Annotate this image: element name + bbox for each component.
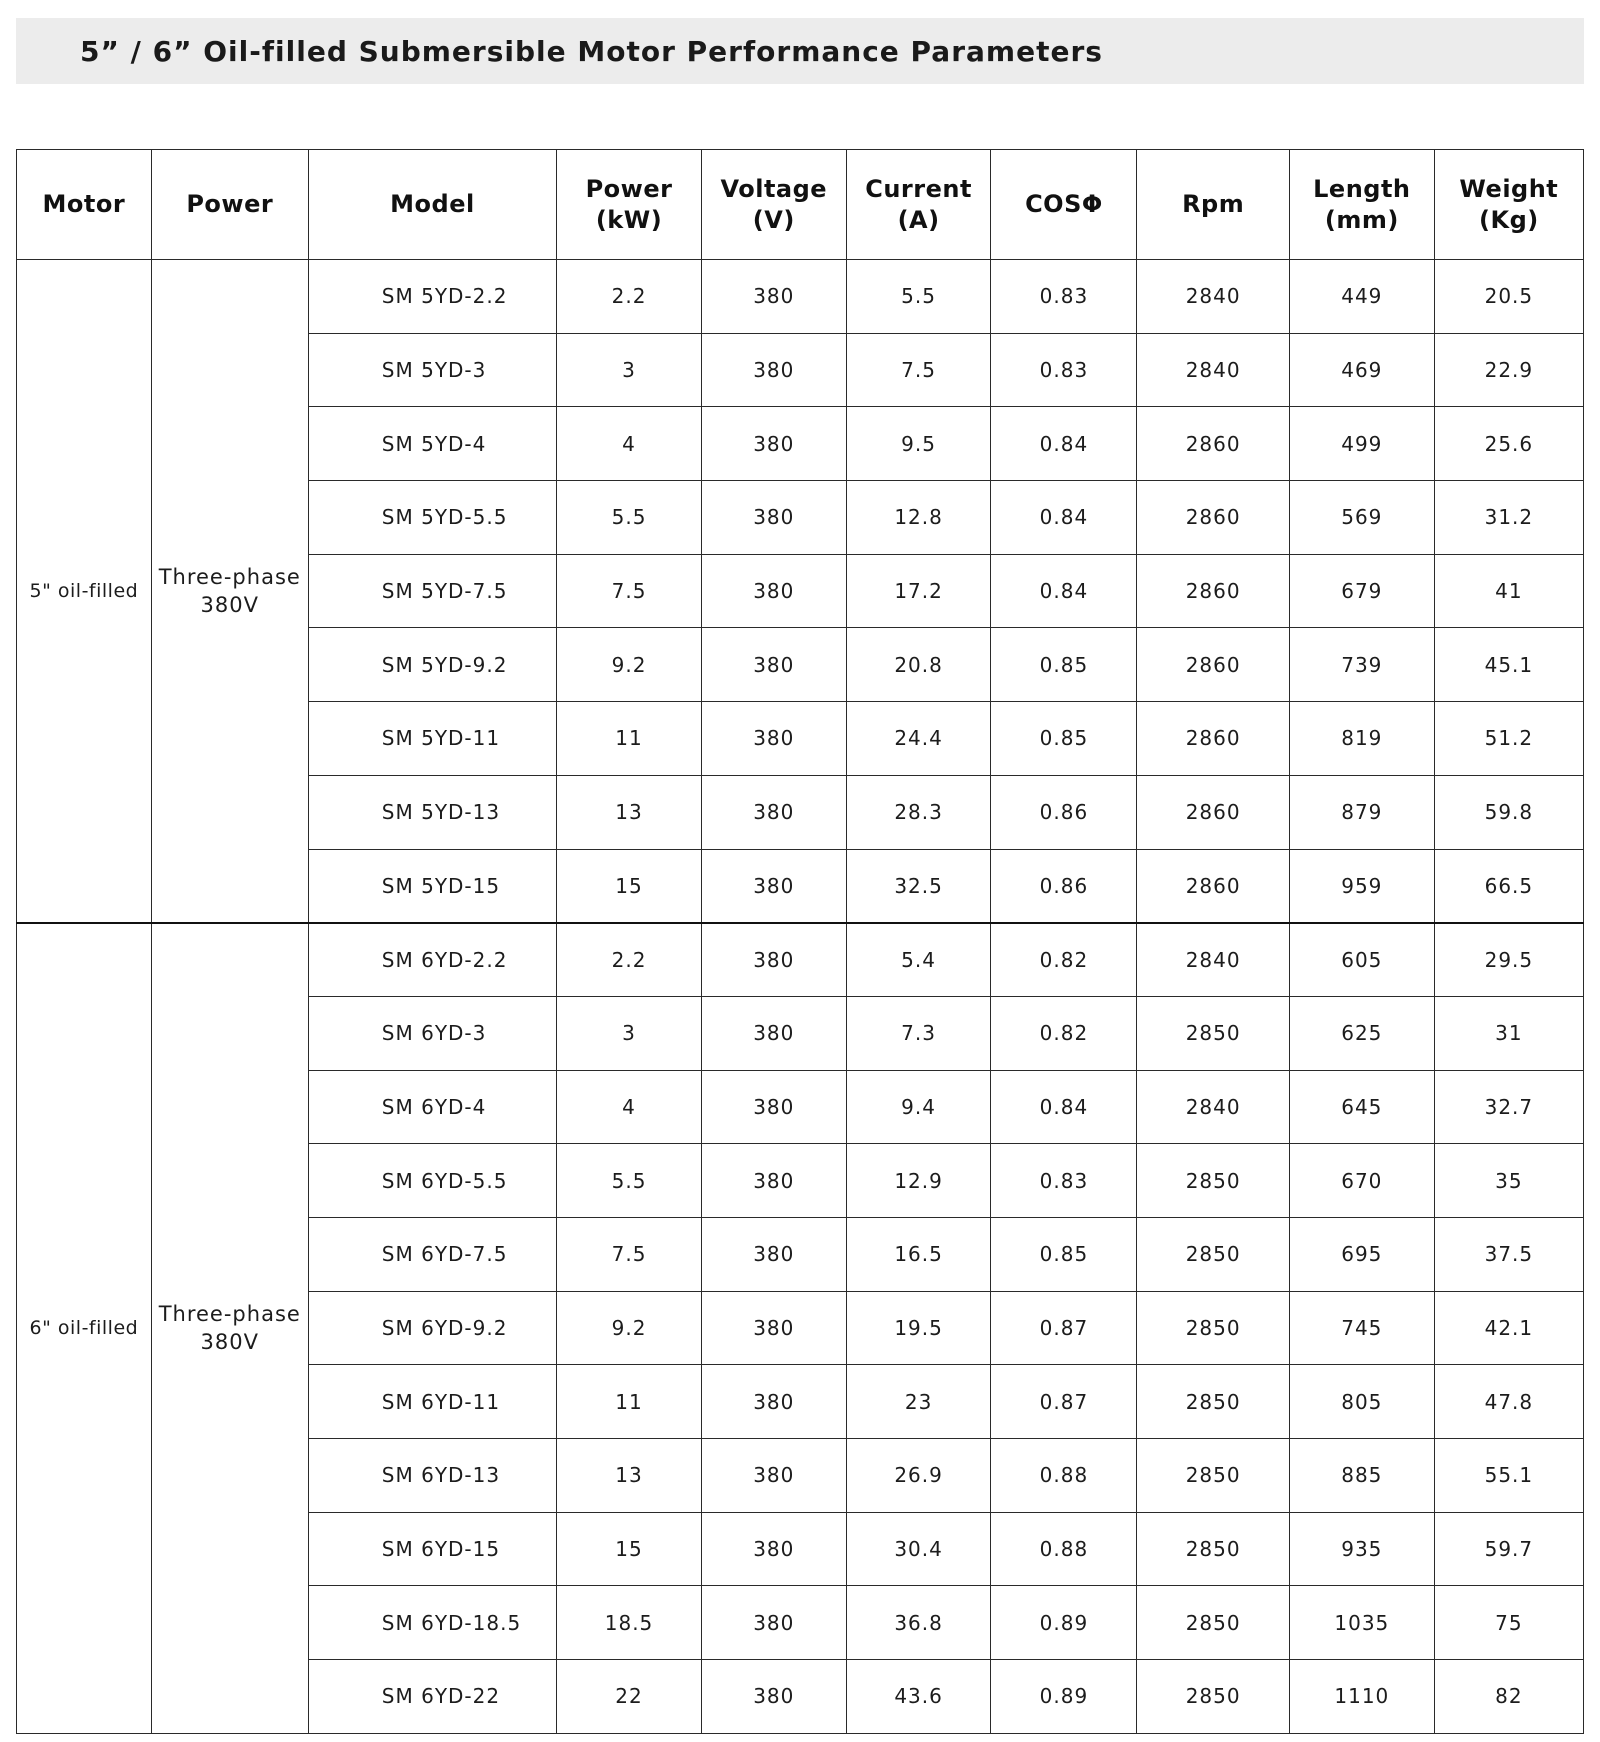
model-cell: SM 6YD-11 — [308, 1365, 556, 1439]
power-kw-cell: 15 — [557, 849, 702, 923]
column-header-length — [1289, 150, 1434, 260]
voltage-cell: 380 — [701, 1365, 846, 1439]
weight-cell: 66.5 — [1434, 849, 1583, 923]
weight-cell: 37.5 — [1434, 1217, 1583, 1291]
current-cell: 32.5 — [846, 849, 991, 923]
power-kw-cell: 18.5 — [557, 1586, 702, 1660]
cos-phi-cell: 0.85 — [991, 628, 1137, 702]
current-cell: 30.4 — [846, 1512, 991, 1586]
cos-phi-cell: 0.86 — [991, 775, 1137, 849]
power-kw-cell: 5.5 — [557, 1144, 702, 1218]
voltage-cell: 380 — [701, 1291, 846, 1365]
voltage-cell: 380 — [701, 702, 846, 776]
performance-table — [16, 149, 1584, 1734]
length-cell: 670 — [1289, 1144, 1434, 1218]
length-cell: 805 — [1289, 1365, 1434, 1439]
cos-phi-cell: 0.84 — [991, 407, 1137, 481]
power-kw-cell: 9.2 — [557, 1291, 702, 1365]
column-header-cos-phi — [991, 150, 1137, 260]
current-cell: 12.8 — [846, 481, 991, 555]
weight-cell: 51.2 — [1434, 702, 1583, 776]
rpm-cell: 2860 — [1137, 407, 1290, 481]
motor-group-cell: 6" oil-filled — [17, 923, 152, 1734]
weight-cell: 47.8 — [1434, 1365, 1583, 1439]
cos-phi-cell: 0.88 — [991, 1512, 1137, 1586]
weight-cell: 32.7 — [1434, 1070, 1583, 1144]
voltage-cell: 380 — [701, 554, 846, 628]
cos-phi-cell: 0.84 — [991, 1070, 1137, 1144]
voltage-cell: 380 — [701, 1512, 846, 1586]
current-cell: 9.4 — [846, 1070, 991, 1144]
power-kw-cell: 11 — [557, 702, 702, 776]
power-kw-cell: 4 — [557, 407, 702, 481]
voltage-cell: 380 — [701, 849, 846, 923]
current-cell: 36.8 — [846, 1586, 991, 1660]
column-header-unit: (A) — [897, 205, 940, 234]
current-cell: 12.9 — [846, 1144, 991, 1218]
length-cell: 605 — [1289, 923, 1434, 997]
current-cell: 7.3 — [846, 996, 991, 1070]
rpm-cell: 2860 — [1137, 554, 1290, 628]
page-title: 5” / 6” Oil-filled Submersible Motor Performance Parameters — [80, 34, 1103, 68]
length-cell: 1110 — [1289, 1660, 1434, 1734]
cos-phi-cell: 0.83 — [991, 333, 1137, 407]
weight-cell: 75 — [1434, 1586, 1583, 1660]
rpm-cell: 2850 — [1137, 1365, 1290, 1439]
current-cell: 43.6 — [846, 1660, 991, 1734]
rpm-cell: 2850 — [1137, 1586, 1290, 1660]
cos-phi-cell: 0.85 — [991, 702, 1137, 776]
column-header-weight — [1434, 150, 1583, 260]
voltage-cell: 380 — [701, 775, 846, 849]
voltage-cell: 380 — [701, 1070, 846, 1144]
power-kw-cell: 22 — [557, 1660, 702, 1734]
length-cell: 569 — [1289, 481, 1434, 555]
column-header-unit: (kW) — [595, 205, 663, 234]
length-cell: 745 — [1289, 1291, 1434, 1365]
voltage-cell: 380 — [701, 1144, 846, 1218]
power-kw-cell: 2.2 — [557, 260, 702, 334]
weight-cell: 55.1 — [1434, 1439, 1583, 1513]
model-cell: SM 5YD-3 — [308, 333, 556, 407]
power-kw-cell: 5.5 — [557, 481, 702, 555]
current-cell: 5.5 — [846, 260, 991, 334]
column-header-motor — [17, 150, 152, 260]
column-header-label: Length — [1313, 174, 1411, 203]
cos-phi-cell: 0.89 — [991, 1586, 1137, 1660]
rpm-cell: 2850 — [1137, 1144, 1290, 1218]
length-cell: 499 — [1289, 407, 1434, 481]
power-kw-cell: 15 — [557, 1512, 702, 1586]
column-header-label: Current — [865, 174, 972, 203]
cos-phi-cell: 0.84 — [991, 554, 1137, 628]
power-kw-cell: 7.5 — [557, 1217, 702, 1291]
power-kw-cell: 3 — [557, 996, 702, 1070]
weight-cell: 41 — [1434, 554, 1583, 628]
power-phase-label: Three-phase — [158, 564, 301, 589]
motor-group-cell: 5" oil-filled — [17, 260, 152, 923]
model-cell: SM 5YD-13 — [308, 775, 556, 849]
model-cell: SM 6YD-7.5 — [308, 1217, 556, 1291]
column-header-label: COSΦ — [1025, 190, 1103, 218]
power-kw-cell: 11 — [557, 1365, 702, 1439]
model-cell: SM 6YD-5.5 — [308, 1144, 556, 1218]
table-row — [17, 923, 1584, 997]
model-cell: SM 5YD-2.2 — [308, 260, 556, 334]
weight-cell: 59.7 — [1434, 1512, 1583, 1586]
voltage-cell: 380 — [701, 1217, 846, 1291]
weight-cell: 35 — [1434, 1144, 1583, 1218]
rpm-cell: 2840 — [1137, 923, 1290, 997]
rpm-cell: 2850 — [1137, 1660, 1290, 1734]
voltage-cell: 380 — [701, 260, 846, 334]
current-cell: 23 — [846, 1365, 991, 1439]
power-kw-cell: 13 — [557, 775, 702, 849]
length-cell: 885 — [1289, 1439, 1434, 1513]
column-header-label: Power — [585, 174, 673, 203]
current-cell: 5.4 — [846, 923, 991, 997]
current-cell: 20.8 — [846, 628, 991, 702]
current-cell: 7.5 — [846, 333, 991, 407]
power-kw-cell: 2.2 — [557, 923, 702, 997]
model-cell: SM 5YD-9.2 — [308, 628, 556, 702]
power-kw-cell: 4 — [557, 1070, 702, 1144]
column-header-power-kw — [557, 150, 702, 260]
rpm-cell: 2850 — [1137, 996, 1290, 1070]
cos-phi-cell: 0.82 — [991, 923, 1137, 997]
rpm-cell: 2850 — [1137, 1291, 1290, 1365]
cos-phi-cell: 0.83 — [991, 1144, 1137, 1218]
voltage-cell: 380 — [701, 923, 846, 997]
column-header-label: Weight — [1459, 174, 1559, 203]
model-cell: SM 6YD-9.2 — [308, 1291, 556, 1365]
column-header-label: Model — [390, 190, 475, 218]
rpm-cell: 2860 — [1137, 628, 1290, 702]
column-header-unit: (Kg) — [1479, 205, 1539, 234]
cos-phi-cell: 0.89 — [991, 1660, 1137, 1734]
length-cell: 679 — [1289, 554, 1434, 628]
model-cell: SM 6YD-15 — [308, 1512, 556, 1586]
model-cell: SM 6YD-22 — [308, 1660, 556, 1734]
weight-cell: 45.1 — [1434, 628, 1583, 702]
column-header-label: Rpm — [1182, 190, 1245, 218]
voltage-cell: 380 — [701, 628, 846, 702]
length-cell: 625 — [1289, 996, 1434, 1070]
header-row — [17, 150, 1584, 260]
power-phase-label: Three-phase — [158, 1302, 301, 1327]
power-kw-cell: 7.5 — [557, 554, 702, 628]
table-header — [17, 150, 1584, 260]
voltage-cell: 380 — [701, 996, 846, 1070]
power-kw-cell: 9.2 — [557, 628, 702, 702]
model-cell: SM 5YD-7.5 — [308, 554, 556, 628]
rpm-cell: 2850 — [1137, 1439, 1290, 1513]
length-cell: 819 — [1289, 702, 1434, 776]
power-kw-cell: 13 — [557, 1439, 702, 1513]
length-cell: 449 — [1289, 260, 1434, 334]
power-voltage-label: 380V — [200, 1330, 259, 1355]
cos-phi-cell: 0.87 — [991, 1291, 1137, 1365]
rpm-cell: 2850 — [1137, 1512, 1290, 1586]
rpm-cell: 2860 — [1137, 775, 1290, 849]
power-voltage-label: 380V — [200, 592, 259, 617]
length-cell: 935 — [1289, 1512, 1434, 1586]
column-header-label: Voltage — [720, 174, 828, 203]
model-cell: SM 6YD-3 — [308, 996, 556, 1070]
model-cell: SM 5YD-5.5 — [308, 481, 556, 555]
weight-cell: 31 — [1434, 996, 1583, 1070]
rpm-cell: 2840 — [1137, 1070, 1290, 1144]
weight-cell: 42.1 — [1434, 1291, 1583, 1365]
weight-cell: 82 — [1434, 1660, 1583, 1734]
current-cell: 19.5 — [846, 1291, 991, 1365]
cos-phi-cell: 0.82 — [991, 996, 1137, 1070]
cos-phi-cell: 0.88 — [991, 1439, 1137, 1513]
title-bar — [16, 18, 1584, 84]
cos-phi-cell: 0.84 — [991, 481, 1137, 555]
current-cell: 16.5 — [846, 1217, 991, 1291]
model-cell: SM 5YD-15 — [308, 849, 556, 923]
weight-cell: 25.6 — [1434, 407, 1583, 481]
model-cell: SM 6YD-13 — [308, 1439, 556, 1513]
column-header-label: Motor — [42, 190, 126, 218]
weight-cell: 22.9 — [1434, 333, 1583, 407]
length-cell: 695 — [1289, 1217, 1434, 1291]
voltage-cell: 380 — [701, 333, 846, 407]
rpm-cell: 2860 — [1137, 481, 1290, 555]
voltage-cell: 380 — [701, 1660, 846, 1734]
voltage-cell: 380 — [701, 407, 846, 481]
column-header-label: Power — [186, 190, 274, 218]
length-cell: 1035 — [1289, 1586, 1434, 1660]
model-cell: SM 6YD-18.5 — [308, 1586, 556, 1660]
current-cell: 24.4 — [846, 702, 991, 776]
weight-cell: 29.5 — [1434, 923, 1583, 997]
rpm-cell: 2860 — [1137, 849, 1290, 923]
voltage-cell: 380 — [701, 481, 846, 555]
cos-phi-cell: 0.85 — [991, 1217, 1137, 1291]
current-cell: 28.3 — [846, 775, 991, 849]
model-cell: SM 6YD-4 — [308, 1070, 556, 1144]
column-header-voltage — [701, 150, 846, 260]
rpm-cell: 2850 — [1137, 1217, 1290, 1291]
current-cell: 9.5 — [846, 407, 991, 481]
cos-phi-cell: 0.86 — [991, 849, 1137, 923]
column-header-model — [308, 150, 556, 260]
rpm-cell: 2860 — [1137, 702, 1290, 776]
rpm-cell: 2840 — [1137, 333, 1290, 407]
cos-phi-cell: 0.83 — [991, 260, 1137, 334]
length-cell: 879 — [1289, 775, 1434, 849]
weight-cell: 20.5 — [1434, 260, 1583, 334]
model-cell: SM 6YD-2.2 — [308, 923, 556, 997]
voltage-cell: 380 — [701, 1586, 846, 1660]
length-cell: 469 — [1289, 333, 1434, 407]
length-cell: 959 — [1289, 849, 1434, 923]
length-cell: 645 — [1289, 1070, 1434, 1144]
power-group-cell — [151, 923, 308, 1734]
model-cell: SM 5YD-11 — [308, 702, 556, 776]
weight-cell: 31.2 — [1434, 481, 1583, 555]
rpm-cell: 2840 — [1137, 260, 1290, 334]
model-cell: SM 5YD-4 — [308, 407, 556, 481]
cos-phi-cell: 0.87 — [991, 1365, 1137, 1439]
column-header-current — [846, 150, 991, 260]
weight-cell: 59.8 — [1434, 775, 1583, 849]
current-cell: 17.2 — [846, 554, 991, 628]
power-kw-cell: 3 — [557, 333, 702, 407]
power-group-cell — [151, 260, 308, 923]
column-header-power — [151, 150, 308, 260]
column-header-unit: (V) — [752, 205, 795, 234]
table-body — [17, 260, 1584, 1734]
current-cell: 26.9 — [846, 1439, 991, 1513]
voltage-cell: 380 — [701, 1439, 846, 1513]
column-header-unit: (mm) — [1324, 205, 1399, 234]
length-cell: 739 — [1289, 628, 1434, 702]
table-row — [17, 260, 1584, 334]
column-header-rpm — [1137, 150, 1290, 260]
